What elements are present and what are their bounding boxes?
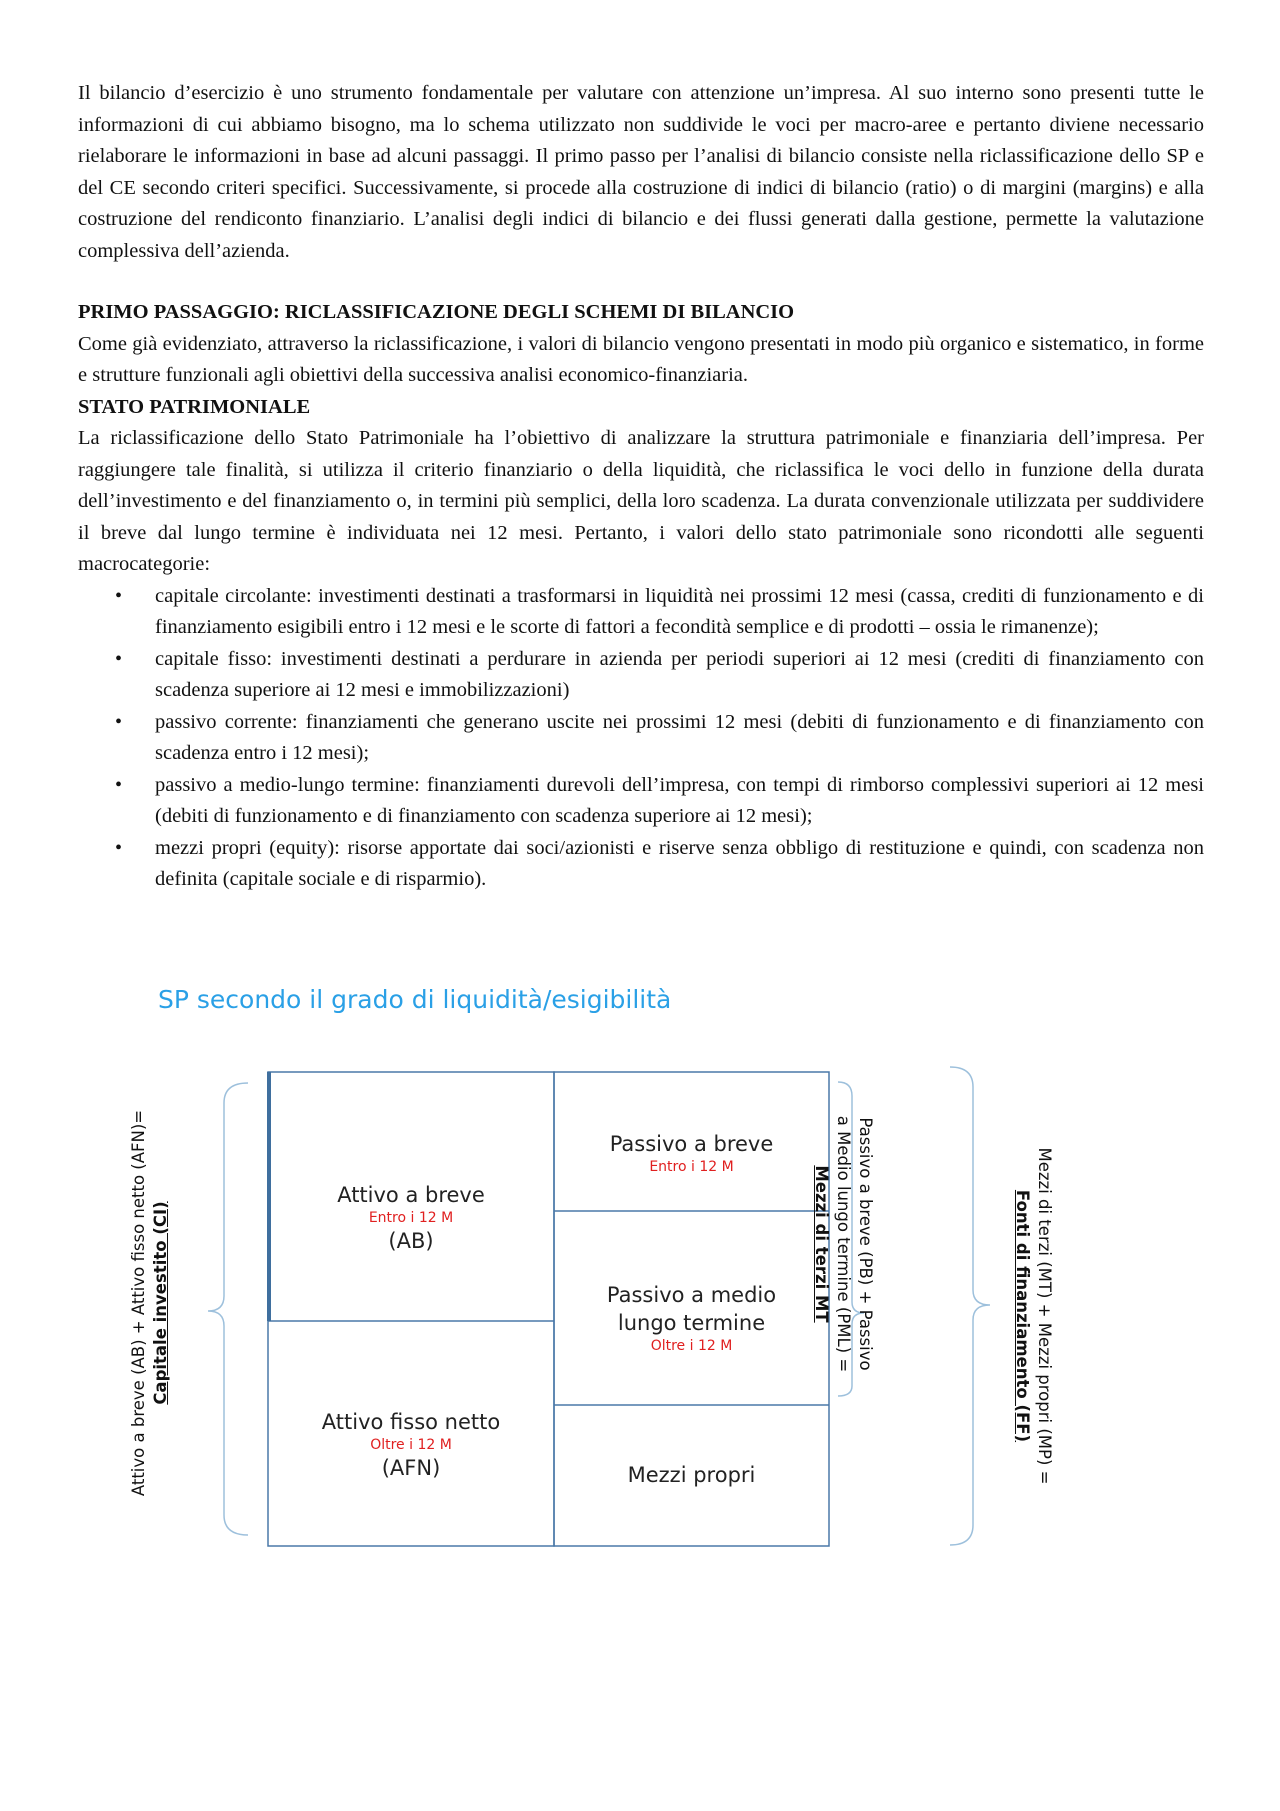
attivo-fisso-box: Attivo fisso netto Oltre i 12 M (AFN)	[321, 1410, 501, 1480]
capitale-investito-label: Attivo a breve (AB) + Attivo fisso netto (AFN)= Capitale investito (CI)	[129, 1109, 170, 1497]
mezzi-terzi-label: Passivo a breve (PB) + Passivo a Medio lungo termine (PML) = Mezzi di terzi MT	[812, 1115, 875, 1373]
bullet-icon: •	[115, 773, 123, 796]
diagram-title: SP secondo il grado di liquidità/esigibilità	[158, 985, 672, 1014]
list-item: • mezzi propri (equity): risorse apportate dai soci/azionisti e riserve senza obbligo di restituzione e quindi, con scadenza non definita (capitale sociale e di risparmio).	[78, 833, 1204, 896]
section2-heading: STATO PATRIMONIALE	[78, 395, 311, 418]
left-brace	[208, 1083, 248, 1535]
intro-paragraph: Il bilancio d’esercizio è uno strumento fondamentale per valutare con attenzione un’impresa. Al suo interno sono presenti tutte le informazioni di cui abbiamo bisogno, ma lo schema utilizzato non suddivide le voci per macro-aree e pertanto diviene necessario rielaborare le informazioni in base ad alcuni passaggi. Il primo passo per l’analisi di bilancio consiste nella riclassificazione dello SP e del CE secondo criteri specifici. Successivamente, si procede alla costruzione di indici di bilancio (ratio) o di margini (margins) e alla costruzione del rendiconto finanziario. L’analisi degli indici di bilancio e dei flussi generati dalla gestione, permette la valutazione complessiva dell’azienda.	[78, 82, 1204, 262]
section2-paragraph: La riclassificazione dello Stato Patrimoniale ha l’obiettivo di analizzare la struttura patrimoniale e finanziaria dell’impresa. Per raggiungere tale finalità, si utilizza il criterio finanziario o della liquidità, che riclassifica le voci dello in funzione della durata dell’investimento e del finanziamento o, in termini più semplici, della loro scadenza. La durata convenzionale utilizzata per suddividere il breve dal lungo termine è individuata nei 12 mesi. Pertanto, i valori dello stato patrimoniale sono ricondotti alle seguenti macrocategorie:	[78, 427, 1204, 575]
list-item: • capitale fisso: investimenti destinati a perdurare in azienda per periodi superiori ai 12 mesi (crediti di finanziamento con scadenza superiore ai 12 mesi e immobilizzazioni)	[78, 644, 1204, 707]
bullet-icon: •	[115, 647, 123, 670]
fonti-finanziamento-label: Mezzi di terzi (MT) + Mezzi propri (MP) = Fonti di finanziamento (FF)	[1013, 1147, 1054, 1485]
section1-paragraph: Come già evidenziato, attraverso la riclassificazione, i valori di bilancio vengono presentati in modo più organico e sistematico, in forme e strutture funzionali agli obiettivi della successiva analisi economico-finanziaria.	[78, 332, 1204, 386]
right-brace	[950, 1067, 990, 1545]
attivo-breve-box: Attivo a breve Entro i 12 M (AB)	[337, 1183, 485, 1253]
list-item: • capitale circolante: investimenti destinati a trasformarsi in liquidità nei prossimi 12 mesi (cassa, crediti di funzionamento e di finanziamento esigibili entro i 12 mesi e le scorte di fattori a fecondità semplice e di prodotti – ossia le rimanenze);	[78, 581, 1204, 644]
passivo-breve-box: Passivo a breve Entro i 12 M	[609, 1132, 774, 1175]
mezzi-propri-box: Mezzi propri	[627, 1463, 756, 1487]
bullet-icon: •	[115, 836, 123, 859]
list-item: • passivo corrente: finanziamenti che generano uscite nei prossimi 12 mesi (debiti di funzionamento e di finanziamento con scadenza entro i 12 mesi);	[78, 707, 1204, 770]
passivo-medio-box: Passivo a medio lungo termine Oltre i 12 M	[606, 1283, 777, 1354]
list-item: • passivo a medio-lungo termine: finanziamenti durevoli dell’impresa, con tempi di rimborso complessivi superiori ai 12 mesi (debiti di funzionamento e di finanziamento con scadenza superiore ai 12 mesi);	[78, 770, 1204, 833]
bullet-icon: •	[115, 584, 123, 607]
section1-heading: PRIMO PASSAGGIO: RICLASSIFICAZIONE DEGLI SCHEMI DI BILANCIO	[78, 301, 795, 323]
bullet-icon: •	[115, 710, 123, 733]
